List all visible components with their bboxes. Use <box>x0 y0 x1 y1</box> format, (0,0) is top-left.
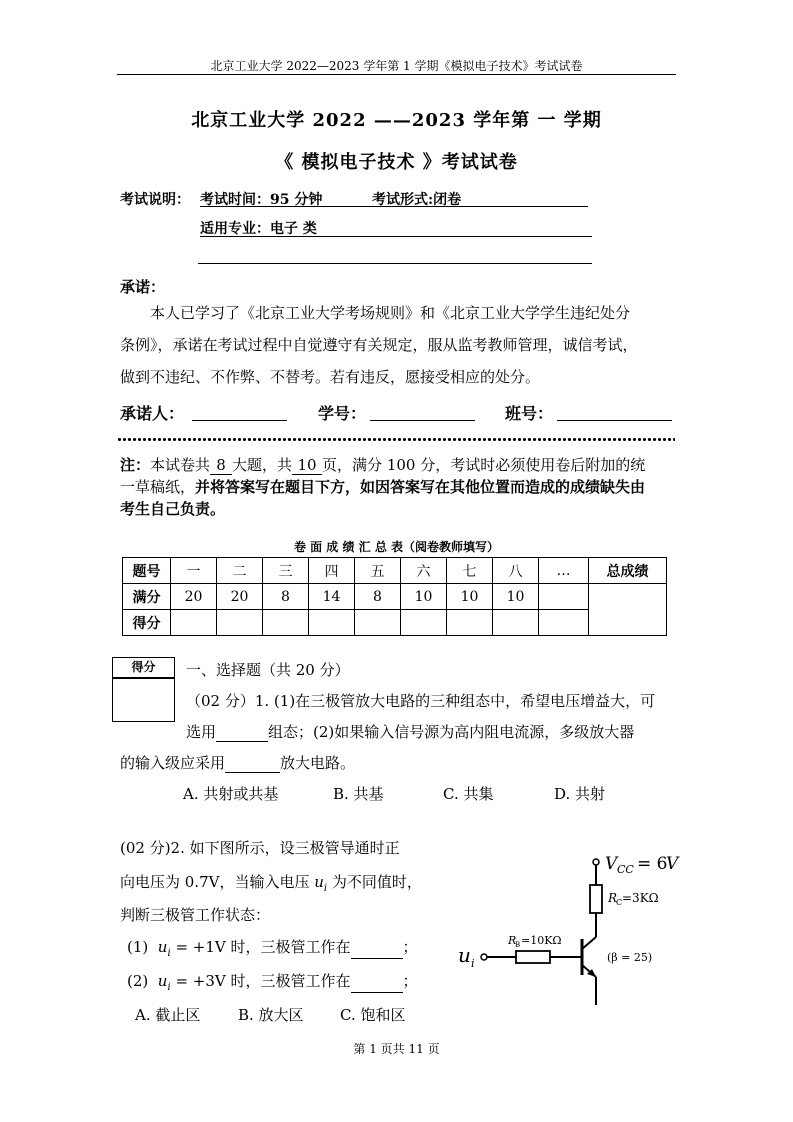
input-terminal <box>481 954 487 960</box>
rb-sub: B <box>515 941 521 949</box>
note-text-c: 页，满分 100 分，考试时必须使用卷后附加的统 <box>322 456 646 474</box>
q1-line-1: （02 分）1. (1)在三极管放大电路的三种组态中，希望电压增益大，可 <box>186 692 656 710</box>
q1-line-2a: 选用 <box>186 723 217 741</box>
q2-semicolon: ； <box>402 972 418 990</box>
q2-option-b[interactable]: B. 放大区 <box>238 1006 304 1024</box>
question-cell: … <box>539 558 589 584</box>
header-rule <box>117 74 676 75</box>
score-cell[interactable] <box>401 610 447 636</box>
vcc-sub: CC <box>617 863 634 876</box>
score-cell[interactable] <box>493 610 539 636</box>
note-line-3: 考生自己负责。 <box>120 500 226 518</box>
pledge-heading: 承诺： <box>120 278 166 296</box>
exam-info-underline <box>200 206 588 207</box>
score-table-row-questions <box>123 558 667 584</box>
note-prefix: 注： <box>120 456 151 474</box>
rb-value: =10KΩ <box>521 934 562 947</box>
section-score-label: 得分 <box>112 657 175 678</box>
full-mark-cell <box>539 584 589 610</box>
transistor-collector <box>582 937 596 949</box>
q2-line-2b: 为不同值时， <box>331 873 422 891</box>
q2-option-c[interactable]: C. 饱和区 <box>340 1006 406 1024</box>
note-line-2-bold: 并将答案写在题目下方，如因答案写在其他位置而造成的成绩缺失由 <box>195 478 646 496</box>
note-line-2-normal: 一草稿纸， <box>120 478 196 496</box>
question-cell: 一 <box>171 558 217 584</box>
exam-info-label: 考试说明： <box>120 192 190 208</box>
student-id-field[interactable] <box>370 420 475 421</box>
total-label: 总成绩 <box>589 558 667 584</box>
vcc-value: = 6 <box>637 854 668 874</box>
score-cell[interactable] <box>263 610 309 636</box>
note-text-a: 本试卷共 <box>150 456 211 474</box>
rc-value: =3KΩ <box>622 891 659 905</box>
score-table <box>122 557 667 636</box>
rb-label: R <box>508 934 517 947</box>
full-mark-cell: 10 <box>493 584 539 610</box>
row-label-got: 得分 <box>123 610 171 636</box>
blank-underline <box>198 263 592 264</box>
q2-line-1: (02 分)2. 如下图所示，设三极管导通时正 <box>120 839 400 857</box>
vcc-unit: V <box>666 854 679 874</box>
section-score-box[interactable] <box>112 678 175 722</box>
pledge-line-3: 做到不违纪、不作弊、不替考。若有违反，愿接受相应的处分。 <box>120 368 541 386</box>
q1-line-3b: 放大电路。 <box>280 754 356 772</box>
q2-part-1 <box>127 936 418 959</box>
question-cell: 五 <box>355 558 401 584</box>
full-mark-cell: 20 <box>171 584 217 610</box>
beta-label: (β = 25) <box>607 951 653 964</box>
signer-label: 承诺人： <box>120 404 185 423</box>
note-sections: 8 <box>210 456 232 475</box>
question-cell: 七 <box>447 558 493 584</box>
score-cell[interactable] <box>355 610 401 636</box>
q1-option-b[interactable]: B. 共基 <box>333 785 384 803</box>
ui-symbol: u <box>157 972 168 990</box>
q2-part-2 <box>127 970 418 993</box>
pledge-line-2: 条例》，承诺在考试过程中自觉遵守有关规定，服从监考教师管理，诚信考试， <box>120 336 638 354</box>
input-label: u <box>458 943 471 967</box>
vcc-label: V <box>605 854 618 874</box>
rc-label: R <box>608 891 618 905</box>
score-cell[interactable] <box>171 610 217 636</box>
q2-part-2-prefix: (2) <box>127 972 149 990</box>
rb-resistor <box>516 951 550 963</box>
q2-semicolon: ； <box>402 938 418 956</box>
q1-line-2b: 组态；(2)如果输入信号源为高内阻电流源，多级放大器 <box>268 723 635 741</box>
ui-symbol: u <box>157 938 168 956</box>
student-id-label: 学号： <box>318 404 367 423</box>
total-score-cell[interactable] <box>589 584 667 636</box>
score-cell[interactable] <box>309 610 355 636</box>
exam-subtitle: 《 模拟电子技术 》考试试卷 <box>275 152 518 173</box>
major-underline <box>200 236 592 237</box>
question-cell: 六 <box>401 558 447 584</box>
exam-time: 考试时间：95 分钟 <box>200 192 323 208</box>
class-label: 班号： <box>505 404 554 423</box>
full-mark-cell: 10 <box>447 584 493 610</box>
question-cell: 三 <box>263 558 309 584</box>
q2-part-2-text: = +3V 时，三极管工作在 <box>175 972 351 990</box>
ui-symbol: u <box>314 873 324 891</box>
full-mark-cell: 10 <box>401 584 447 610</box>
ui-subscript: i <box>167 948 171 959</box>
row-label-question: 题号 <box>123 558 171 584</box>
pledge-line-1: 本人已学习了《北京工业大学考场规则》和《北京工业大学学生违纪处分 <box>150 304 631 322</box>
input-sub: i <box>471 957 475 970</box>
q1-blank-1[interactable] <box>216 724 268 742</box>
exam-major: 适用专业：电子 类 <box>200 221 317 237</box>
vcc-terminal <box>593 859 599 865</box>
page-number: 第 1 页共 11 页 <box>353 1042 440 1056</box>
signer-field[interactable] <box>192 420 287 421</box>
class-field[interactable] <box>557 420 672 421</box>
section-1-heading: 一、选择题（共 20 分） <box>186 661 350 679</box>
ui-subscript: i <box>167 982 171 993</box>
question-cell: 八 <box>493 558 539 584</box>
q1-blank-2[interactable] <box>225 755 280 773</box>
rc-sub: C <box>616 898 623 907</box>
q2-blank-1[interactable] <box>351 941 403 959</box>
q2-option-a[interactable]: A. 截止区 <box>135 1006 201 1024</box>
ui-subscript: i <box>323 883 328 894</box>
question-cell: 二 <box>217 558 263 584</box>
q2-line-2 <box>120 871 422 894</box>
q2-part-1-text: = +1V 时，三极管工作在 <box>175 938 351 956</box>
q1-option-d[interactable]: D. 共射 <box>554 785 606 803</box>
score-table-caption: 卷 面 成 绩 汇 总 表（阅卷教师填写） <box>293 540 500 554</box>
full-mark-cell: 8 <box>355 584 401 610</box>
exam-form: 考试形式:闭卷 <box>372 192 462 208</box>
score-cell[interactable] <box>447 610 493 636</box>
dotted-separator <box>117 437 675 442</box>
full-mark-cell: 14 <box>309 584 355 610</box>
note-line-1 <box>120 454 645 475</box>
full-mark-cell: 8 <box>263 584 309 610</box>
q2-blank-2[interactable] <box>351 975 403 993</box>
q1-line-3 <box>120 752 355 773</box>
q1-line-2 <box>186 721 634 742</box>
score-cell[interactable] <box>217 610 263 636</box>
score-cell[interactable] <box>539 610 589 636</box>
rc-resistor <box>590 885 602 913</box>
exam-title: 北京工业大学 2022 ——2023 学年第 一 学期 <box>191 110 602 131</box>
note-text-b: 大题，共 <box>232 456 293 474</box>
score-table-row-full <box>123 584 667 610</box>
note-line-2 <box>120 476 645 497</box>
q2-line-3: 判断三极管工作状态： <box>120 906 271 924</box>
q1-option-c[interactable]: C. 共集 <box>443 785 494 803</box>
q2-line-2a: 向电压为 0.7V，当输入电压 <box>120 873 310 891</box>
q1-line-3a: 的输入级应采用 <box>120 754 226 772</box>
running-header: 北京工业大学 2022—2023 学年第 1 学期《模拟电子技术》考试试卷 <box>210 59 583 73</box>
row-label-full: 满分 <box>123 584 171 610</box>
q2-part-1-prefix: (1) <box>127 938 149 956</box>
q1-option-a[interactable]: A. 共射或共基 <box>183 785 279 803</box>
score-table-row-got <box>123 610 667 636</box>
question-cell: 四 <box>309 558 355 584</box>
transistor-circuit-diagram <box>450 845 690 1020</box>
full-mark-cell: 20 <box>217 584 263 610</box>
note-pages: 10 <box>292 456 322 475</box>
